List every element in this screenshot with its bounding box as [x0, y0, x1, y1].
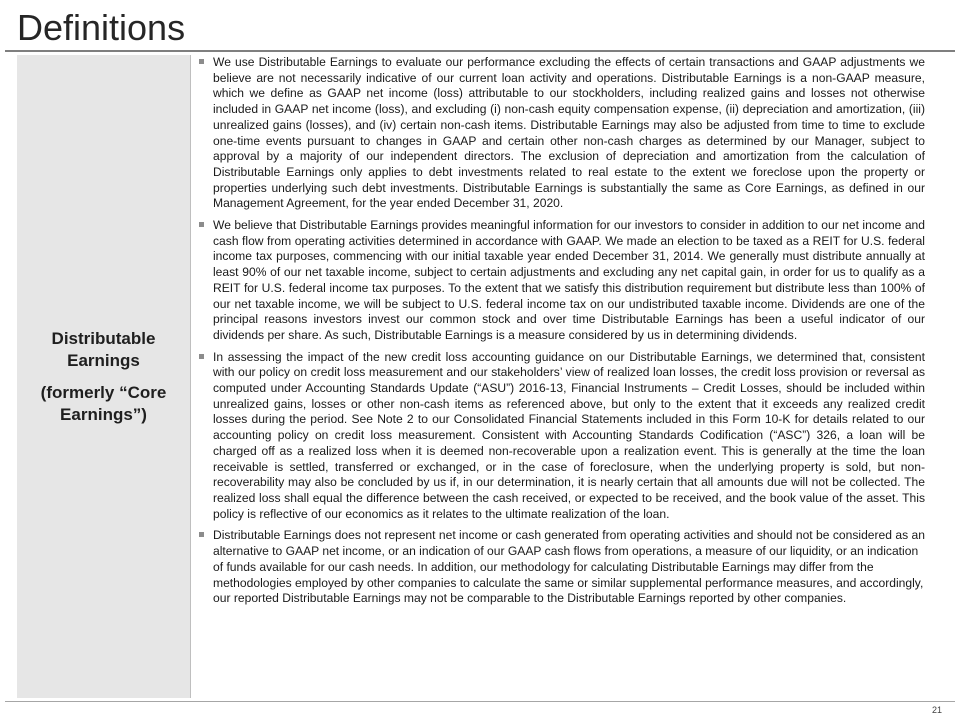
definition-bullet: [197, 528, 925, 607]
footer-divider: [5, 701, 955, 702]
square-bullet-icon: [199, 532, 204, 537]
definition-bullet: [197, 55, 925, 212]
definition-content: [197, 55, 925, 700]
term-label: Distributable Earnings: [51, 328, 156, 370]
definition-bullet-list: [197, 55, 925, 607]
term-label-subtitle: (formerly “Core Earnings”): [40, 382, 167, 424]
page-title: Definitions: [17, 7, 186, 48]
square-bullet-icon: [199, 354, 204, 359]
square-bullet-icon: [199, 59, 204, 64]
bullet-text: Distributable Earnings does not represent net income or cash generated from operating activities and should not be considered as an alternative to GAAP net income, or an indication of our GAAP cash flows from operations, a measure of our liquidity, or an indication of funds available for our cash needs. In addition, our methodology for calculating Distributable Earnings may differ from the methodologies employed by other companies to calculate the same or similar supplemental performance measures, and accordingly, our reported Distributable Earnings may not be comparable to the Distributable Earnings reported by other companies.: [213, 528, 925, 606]
title-divider: [5, 50, 955, 52]
bullet-text: We use Distributable Earnings to evaluate our performance excluding the effects of certain transactions and GAAP adjustments we believe are not necessarily indicative of our current loan activity and operations. Distributable Earnings is a non-GAAP measure, which we define as GAAP net income (loss) attributable to our stockholders, including realized gains and losses not otherwise included in GAAP net income (loss), and excluding (i) non-cash equity compensation expense, (ii) depreciation and amortization, (iii) unrealized gains (losses), and (iv) certain non-cash items. Distributable Earnings may also be adjusted from time to time to exclude one-time events pursuant to changes in GAAP and certain other non-cash charges as determined by our Manager, subject to approval by a majority of our independent directors. The exclusion of depreciation and amortization from the calculation of Distributable Earnings only applies to debt investments related to real estate to the extent we foreclose upon the property or properties underlying such debt investments. Distributable Earnings is substantially the same as Core Earnings, as defined in our Management Agreement, for the year ended December 31, 2020.: [213, 55, 925, 211]
page-number: 21: [931, 705, 942, 715]
term-label-panel: [17, 55, 191, 698]
definition-bullet: [197, 350, 925, 523]
bullet-text: In assessing the impact of the new credit loss accounting guidance on our Distributable Earnings, we determined that, consistent with our policy on credit loss measurement and our stakeholders’ view of realized loan losses, the credit loss provision or reversal as computed under Accounting Standards Update (“ASU”) 2016-13, Financial Instruments – Credit Losses, should be included within unrealized gains, losses or other non-cash items as referenced above, but only to the extent that it exceeds any realized credit losses during the period. See Note 2 to our Consolidated Financial Statements included in this Form 10-K for details related to our accounting policy on credit loss measurement. Consistent with Accounting Standards Codification (“ASC”) 326, a loan will be charged off as a realized loss when it is deemed non-recoverable upon a realization event. This is generally at the time the loan receivable is settled, transferred or exchanged, or in the case of foreclosure, when the underlying property is sold, but non-recoverability may also be concluded by us if, in our determination, it is nearly certain that all amounts due will not be collected. The realized loss shall equal the difference between the cash received, or expected to be received, and the book value of the asset. This policy is reflective of our economics as it relates to the ultimate realization of the loan.: [213, 349, 925, 521]
bullet-text: We believe that Distributable Earnings provides meaningful information for our investors to consider in addition to our net income and cash flow from operating activities determined in accordance with GAAP. We made an election to be taxed as a REIT for U.S. federal income tax purposes, commencing with our initial taxable year ended December 31, 2014. We generally must distribute annually at least 90% of our net taxable income, subject to certain adjustments and excluding any net capital gain, in order for us to qualify as a REIT for U.S. federal income tax purposes. To the extent that we satisfy this distribution requirement but distribute less than 100% of our net taxable income, we will be subject to U.S. federal income tax on our undistributed taxable income. Dividends are one of the principal reasons investors invest our common stock and over time Distributable Earnings has been a useful indicator of our dividends per share. As such, Distributable Earnings is a measure considered by us in determining dividends.: [213, 218, 925, 342]
square-bullet-icon: [199, 222, 204, 227]
definition-bullet: [197, 218, 925, 344]
